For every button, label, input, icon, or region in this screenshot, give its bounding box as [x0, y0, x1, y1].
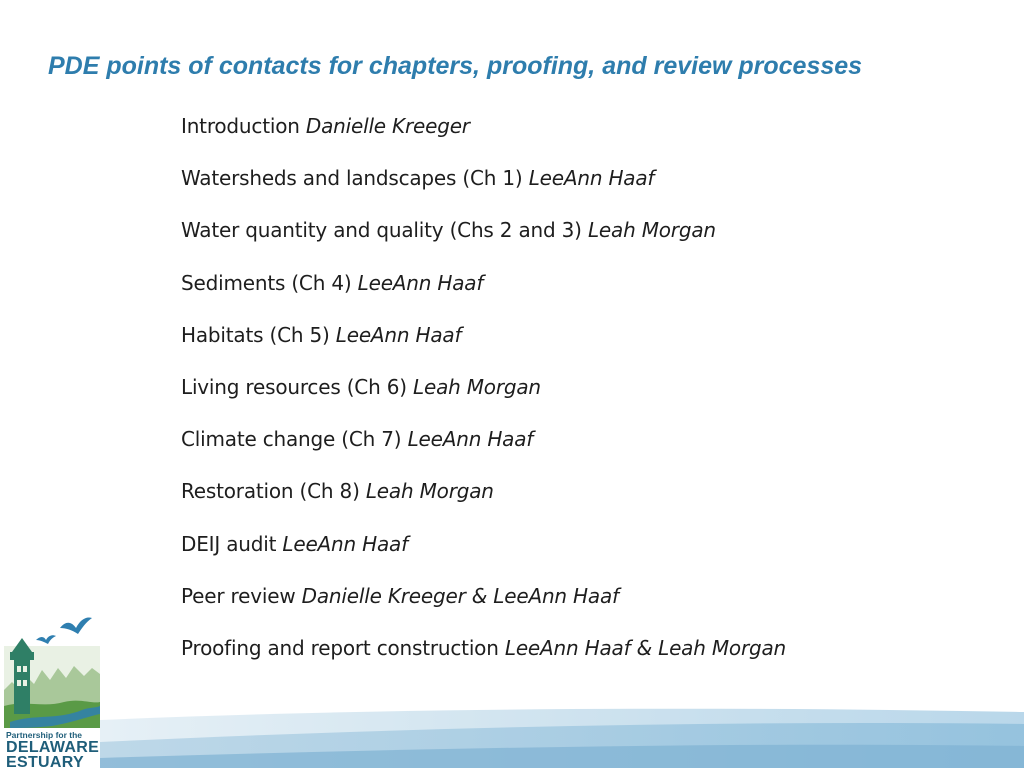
item-contact: Leah Morgan	[365, 479, 494, 504]
item-contact: Danielle Kreeger & LeeAnn Haaf	[301, 583, 619, 608]
list-item	[181, 265, 786, 317]
item-contact: LeeAnn Haaf	[357, 270, 484, 295]
item-contact: Danielle Kreeger	[305, 114, 470, 138]
item-topic: DEIJ audit	[181, 531, 277, 556]
list-item	[181, 160, 786, 212]
item-contact: LeeAnn Haaf	[282, 531, 408, 556]
list-item	[181, 473, 786, 525]
list-item	[181, 212, 786, 264]
item-contact: Leah Morgan	[413, 374, 541, 399]
item-topic: Introduction	[181, 114, 300, 138]
list-item	[181, 369, 786, 421]
item-topic: Living resources (Ch 6)	[181, 374, 407, 399]
list-item	[181, 108, 786, 160]
item-topic: Watersheds and landscapes (Ch 1)	[181, 166, 523, 191]
list-item	[181, 578, 786, 630]
item-topic: Sediments (Ch 4)	[181, 270, 352, 295]
contact-list	[181, 108, 786, 682]
list-item	[181, 317, 786, 369]
item-contact: LeeAnn Haaf	[335, 322, 462, 347]
list-item	[181, 526, 786, 578]
item-topic: Habitats (Ch 5)	[181, 322, 330, 347]
item-topic: Proofing and report construction	[181, 635, 499, 660]
item-topic: Climate change (Ch 7)	[181, 427, 402, 452]
footer-wave-banner	[0, 690, 1024, 768]
item-contact: LeeAnn Haaf & Leah Morgan	[504, 635, 786, 660]
item-topic: Peer review	[181, 583, 296, 608]
list-item	[181, 421, 786, 473]
item-contact: LeeAnn Haaf	[407, 427, 534, 452]
item-topic: Water quantity and quality (Chs 2 and 3)	[181, 218, 582, 243]
item-topic: Restoration (Ch 8)	[181, 479, 360, 504]
logo-word-estuary: ESTUARY	[6, 754, 84, 771]
list-item	[181, 630, 786, 682]
logo-word-delaware: DELAWARE	[6, 739, 100, 756]
logo-tagline: Partnership for the	[6, 730, 83, 740]
slide-title: PDE points of contacts for chapters, proofing, and review processes	[48, 52, 863, 80]
item-contact: Leah Morgan	[587, 218, 716, 243]
item-contact: LeeAnn Haaf	[528, 166, 655, 191]
